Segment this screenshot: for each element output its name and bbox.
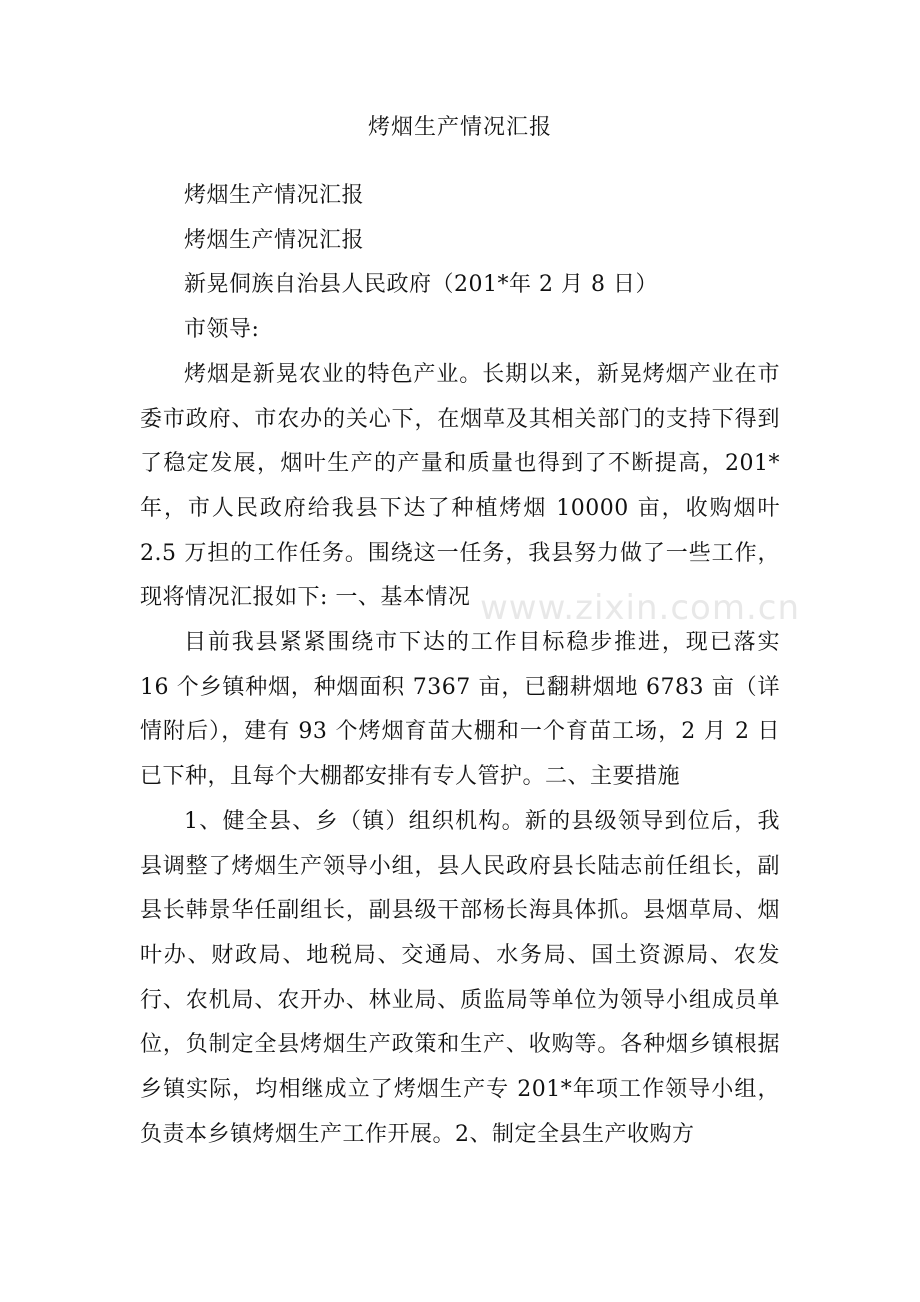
paragraph-introduction: 烤烟是新晃农业的特色产业。长期以来，新晃烤烟产业在市委市政府、市农办的关心下，在烟草及其相关部门的支持下得到了稳定发展，烟叶生产的产量和质量也得到了不断提高，201*年，市人民政府给我县下达了种植烤烟 10000 亩，收购烟叶 2.5 万担的工作任务。围绕这一任务，我县努力做了一些工作，现将情况汇报如下: 一、基本情况 [140, 361, 780, 611]
paragraph-issuer-date: 新晃侗族自治县人民政府（201*年 2 月 8 日） [184, 272, 658, 298]
paragraph-basic-situation: 目前我县紧紧围绕市下达的工作目标稳步推进，现已落实 16 个乡镇种烟，种烟面积 7367 亩，已翻耕烟地 6783 亩（详情附后），建有 93 个烤烟育苗大棚和一个育苗工场，2 月 2 日已下种，且每个大棚都安排有专人管护。二、主要措施 [140, 630, 780, 790]
paragraph-salutation: 市领导: [184, 317, 260, 343]
document-body [140, 174, 780, 1157]
document-title: 烤烟生产情况汇报 [367, 115, 552, 140]
paragraph-main-measures: 1、健全县、乡（镇）组织机构。新的县级领导到位后，我县调整了烤烟生产领导小组，县人民政府县长陆志前任组长，副县长韩景华任副组长，副县级干部杨长海具体抓。县烟草局、烟叶办、财政局、地税局、交通局、水务局、国土资源局、农发行、农机局、农开办、林业局、质监局等单位为领导小组成员单位，负制定全县烤烟生产政策和生产、收购等。各种烟乡镇根据乡镇实际，均相继成立了烤烟生产专 201*年项工作领导小组，负责本乡镇烤烟生产工作开展。2、制定全县生产收购方 [140, 808, 780, 1147]
paragraph-subtitle-2: 烤烟生产情况汇报 [184, 227, 365, 253]
paragraph-subtitle-1: 烤烟生产情况汇报 [184, 183, 365, 208]
site-watermark: www.zixin.com.cn [480, 588, 800, 628]
